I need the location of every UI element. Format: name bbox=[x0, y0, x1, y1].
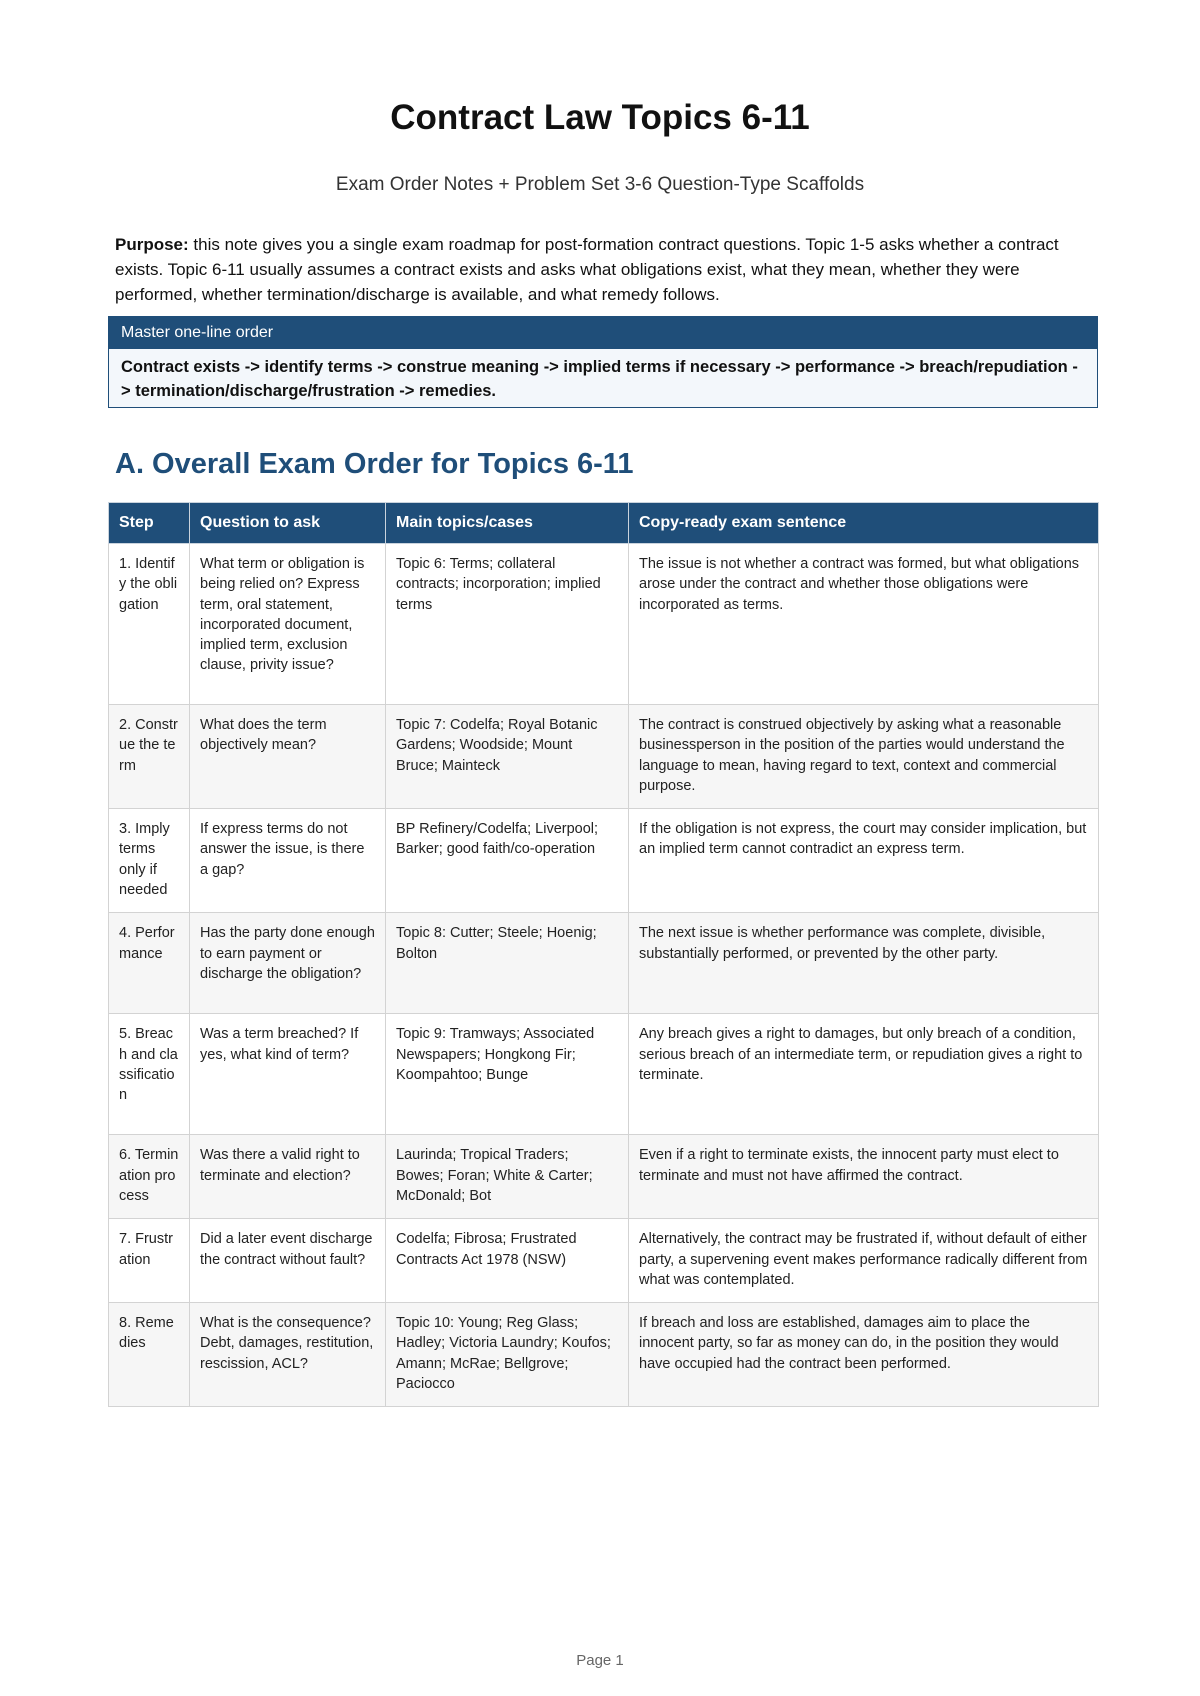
page-subtitle: Exam Order Notes + Problem Set 3-6 Question-Type Scaffolds bbox=[335, 174, 865, 195]
step-cell: 7. Frustration bbox=[109, 1219, 190, 1303]
sentence-cell: The issue is not whether a contract was formed, but what obligations arose under the contract and whether those obligations were incorporated as terms. bbox=[629, 544, 1099, 705]
table-row bbox=[109, 705, 1099, 809]
purpose-lead: Purpose: bbox=[115, 235, 189, 254]
master-order-box bbox=[108, 316, 1098, 408]
step-cell: 1. Identify the obligation bbox=[109, 544, 190, 705]
sentence-cell: The next issue is whether performance was complete, divisible, substantially performed, or prevented by the other party. bbox=[629, 913, 1099, 1014]
question-cell: Did a later event discharge the contract without fault? bbox=[190, 1219, 386, 1303]
sentence-cell: The contract is construed objectively by asking what a reasonable businessperson in the position of the parties would understand the language to mean, having regard to text, context and commercial purpose. bbox=[629, 705, 1099, 809]
question-cell: What term or obligation is being relied on? Express term, oral statement, incorporated document, implied term, exclusion clause, privity issue? bbox=[190, 544, 386, 705]
question-cell: What is the consequence? Debt, damages, restitution, rescission, ACL? bbox=[190, 1303, 386, 1407]
table-row bbox=[109, 544, 1099, 705]
topics-cell: BP Refinery/Codelfa; Liverpool; Barker; good faith/co-operation bbox=[386, 809, 629, 913]
step-cell: 6. Termination process bbox=[109, 1135, 190, 1219]
sentence-cell: Even if a right to terminate exists, the innocent party must elect to terminate and must not have affirmed the contract. bbox=[629, 1135, 1099, 1219]
topics-cell: Topic 6: Terms; collateral contracts; incorporation; implied terms bbox=[386, 544, 629, 705]
topics-cell: Codelfa; Fibrosa; Frustrated Contracts Act 1978 (NSW) bbox=[386, 1219, 629, 1303]
page-number: Page 1 bbox=[576, 1652, 624, 1669]
topics-cell: Topic 10: Young; Reg Glass; Hadley; Victoria Laundry; Koufos; Amann; McRae; Bellgrove; Paciocco bbox=[386, 1303, 629, 1407]
sentence-cell: Any breach gives a right to damages, but only breach of a condition, serious breach of an intermediate term, or repudiation gives a right to terminate. bbox=[629, 1014, 1099, 1135]
table-row bbox=[109, 1135, 1099, 1219]
step-cell: 5. Breach and classification bbox=[109, 1014, 190, 1135]
sentence-cell: Alternatively, the contract may be frustrated if, without default of either party, a supervening event makes performance radically different from what was contemplated. bbox=[629, 1219, 1099, 1303]
topics-cell: Topic 8: Cutter; Steele; Hoenig; Bolton bbox=[386, 913, 629, 1014]
page-title: Contract Law Topics 6-11 bbox=[390, 98, 810, 137]
section-heading: A. Overall Exam Order for Topics 6-11 bbox=[115, 448, 634, 480]
topics-cell: Topic 7: Codelfa; Royal Botanic Gardens; Woodside; Mount Bruce; Mainteck bbox=[386, 705, 629, 809]
question-cell: Was there a valid right to terminate and election? bbox=[190, 1135, 386, 1219]
step-cell: 2. Construe the term bbox=[109, 705, 190, 809]
master-order-heading: Master one-line order bbox=[109, 317, 1097, 349]
step-cell: 8. Remedies bbox=[109, 1303, 190, 1407]
purpose-text: this note gives you a single exam roadmap for post-formation contract questions. Topic 1-5 asks whether a contract exists. Topic 6-11 usually assumes a contract exists and asks what obligations exist, what they mean, whether they were performed, whether termination/discharge is available, and what remedy follows. bbox=[115, 235, 1059, 304]
sentence-cell: If the obligation is not express, the court may consider implication, but an implied term cannot contradict an express term. bbox=[629, 809, 1099, 913]
column-header-question: Question to ask bbox=[190, 503, 386, 544]
exam-order-table bbox=[108, 502, 1099, 1407]
table-header-row bbox=[109, 503, 1099, 544]
topics-cell: Laurinda; Tropical Traders; Bowes; Foran; White & Carter; McDonald; Bot bbox=[386, 1135, 629, 1219]
master-order-body: Contract exists -> identify terms -> construe meaning -> implied terms if necessary -> performance -> breach/repudiation -> termination/discharge/frustration -> remedies. bbox=[121, 358, 1078, 400]
table-row bbox=[109, 913, 1099, 1014]
table-row bbox=[109, 1303, 1099, 1407]
step-cell: 3. Imply terms only if needed bbox=[109, 809, 190, 913]
purpose-paragraph bbox=[115, 232, 1090, 307]
topics-cell: Topic 9: Tramways; Associated Newspapers; Hongkong Fir; Koompahtoo; Bunge bbox=[386, 1014, 629, 1135]
question-cell: If express terms do not answer the issue, is there a gap? bbox=[190, 809, 386, 913]
sentence-cell: If breach and loss are established, damages aim to place the innocent party, so far as money can do, in the position they would have occupied had the contract been performed. bbox=[629, 1303, 1099, 1407]
step-cell: 4. Performance bbox=[109, 913, 190, 1014]
table-row bbox=[109, 1014, 1099, 1135]
question-cell: What does the term objectively mean? bbox=[190, 705, 386, 809]
column-header-sentence: Copy-ready exam sentence bbox=[629, 503, 1099, 544]
question-cell: Has the party done enough to earn payment or discharge the obligation? bbox=[190, 913, 386, 1014]
table-row bbox=[109, 809, 1099, 913]
table-row bbox=[109, 1219, 1099, 1303]
column-header-step: Step bbox=[109, 503, 190, 544]
column-header-topics: Main topics/cases bbox=[386, 503, 629, 544]
question-cell: Was a term breached? If yes, what kind of term? bbox=[190, 1014, 386, 1135]
